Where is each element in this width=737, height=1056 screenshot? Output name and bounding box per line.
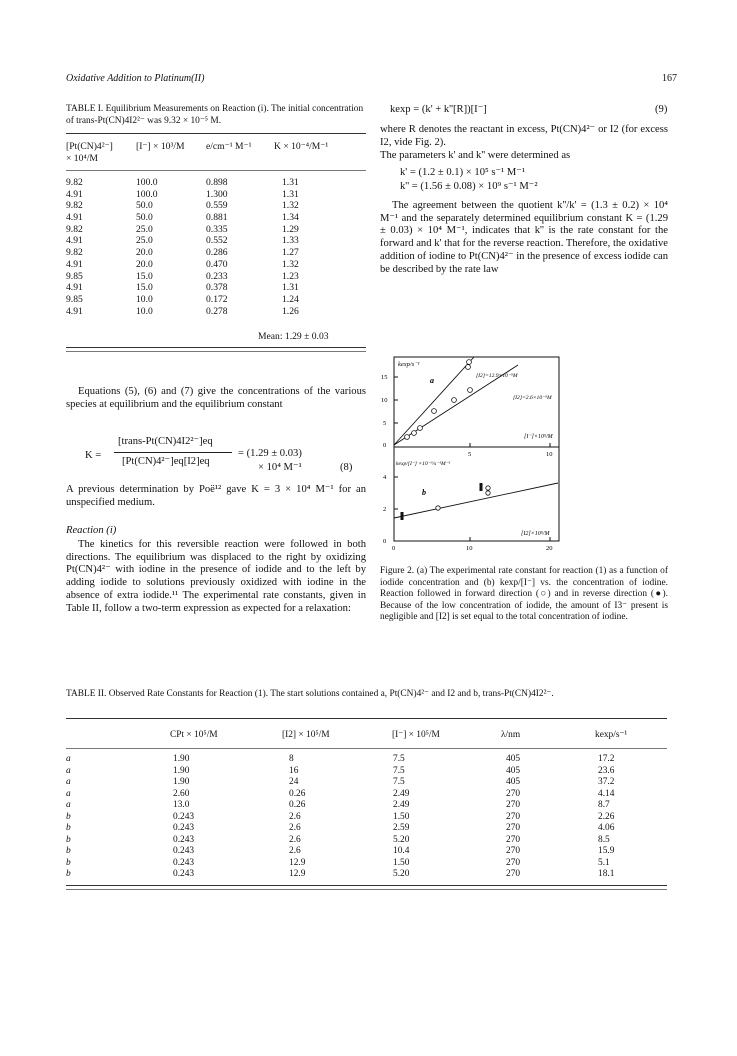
table2-solution-label: b: [66, 834, 71, 845]
panel-b-ytick-label: 2: [383, 506, 387, 513]
table1-header-1b: × 10⁴/M: [66, 152, 98, 164]
table1-row: [66, 212, 366, 224]
table1-cell: 1.29: [282, 223, 299, 235]
eq8-value: = (1.29 ± 0.03): [238, 448, 302, 459]
data-point-open: [418, 426, 423, 431]
table2-cell: 2.6: [289, 834, 301, 845]
table2-cell: 2.60: [173, 788, 190, 799]
table2-solution-label: b: [66, 846, 71, 856]
table2-bottom-rule-2: [66, 889, 667, 890]
table1-bottom-rule: [66, 347, 366, 348]
data-point-open: [452, 398, 457, 403]
table1-cell: 4.91: [66, 212, 83, 224]
table2-row: [66, 869, 667, 881]
table2-row: [66, 823, 667, 835]
page-number: 167: [662, 73, 677, 84]
table2-cell: 2.6: [289, 823, 301, 833]
table2-cell: 10.4: [393, 846, 410, 856]
table2-cell: 24: [289, 777, 299, 787]
table1-cell: 0.552: [206, 235, 228, 247]
table2-row: [66, 812, 667, 824]
table2-cell: 5.20: [393, 834, 410, 845]
table1-cell: 9.82: [66, 223, 83, 235]
panel-a-ytick-label: 0: [383, 442, 387, 449]
table1-row: [66, 259, 366, 271]
table1-row: [66, 189, 366, 201]
table2-cell: 2.26: [598, 811, 615, 822]
panel-b-xtick-label: 10: [466, 545, 473, 552]
table1-row: [66, 294, 366, 306]
panel-a-xtick-label: 10: [546, 451, 553, 458]
table1-cell: 0.470: [206, 258, 228, 270]
running-title: Oxidative Addition to Platinum(II): [66, 73, 205, 84]
line-b-fit: [394, 483, 558, 518]
eq8-numerator: [trans-Pt(CN)4I2²⁻]eq: [118, 436, 213, 447]
table2-cell: 0.243: [173, 846, 195, 856]
table2-cell: 1.90: [173, 777, 190, 787]
table1-cell: 1.300: [206, 188, 228, 200]
table2-cell: 13.0: [173, 800, 190, 810]
table2-header-kexp: kexp/s⁻¹: [595, 730, 628, 740]
eq-k-double-prime: k'' = (1.56 ± 0.08) × 10⁹ s⁻¹ M⁻²: [400, 181, 538, 192]
paragraph-previous: A previous determination by Poë¹² gave K = 3 × 10⁴ M⁻¹ for an unspecified medium.: [66, 484, 366, 508]
table2-cell: 0.243: [173, 811, 195, 822]
eq9-number: (9): [655, 104, 668, 115]
table2-cell: 270: [506, 834, 521, 845]
table1-cell: 1.31: [282, 177, 299, 188]
table2-header: [66, 730, 667, 742]
eq8-number: (8): [340, 462, 353, 473]
table2-cell: 4.14: [598, 788, 615, 799]
table1-header-row: [66, 141, 366, 153]
panel-a-ytick-label: 15: [381, 374, 388, 381]
table1-cell: 1.26: [282, 305, 299, 317]
table1-row: [66, 247, 366, 259]
table2-cell: 270: [506, 846, 521, 856]
data-point-open: [466, 365, 471, 370]
table1-cell: 9.82: [66, 177, 83, 188]
table2-cell: 0.243: [173, 834, 195, 845]
table1-cell: 0.286: [206, 247, 228, 259]
table1-cell: 1.34: [282, 212, 299, 224]
table2-cell: 0.26: [289, 788, 306, 799]
label-i2-2-6: [I2]=2.6×10⁻⁵M: [513, 395, 552, 401]
table2-row: [66, 754, 667, 766]
panel-b-xtick-label: 20: [546, 545, 553, 552]
table2-cell: 2.6: [289, 811, 301, 822]
table1-cell: 0.881: [206, 212, 228, 224]
table1-cell: 15.0: [136, 282, 153, 294]
table2-cell: 2.49: [393, 788, 410, 799]
eq8-denominator: [Pt(CN)4²⁻]eq[I2]eq: [122, 456, 210, 467]
eq9: kexp = (k' + k''[R])[I⁻]: [390, 104, 487, 115]
table2-cell: 1.50: [393, 857, 410, 868]
table2-cell: 15.9: [598, 846, 615, 856]
table2-solution-label: b: [66, 823, 71, 833]
panel-b-ylabel: kexp/[I⁻] ×10⁻⁵/s⁻¹M⁻¹: [396, 461, 451, 467]
table1-cell: 10.0: [136, 305, 153, 317]
table1-cell: 1.33: [282, 235, 299, 247]
table2-cell: 12.9: [289, 857, 306, 868]
table1-cell: 25.0: [136, 235, 153, 247]
table2-solution-label: b: [66, 857, 71, 868]
panel-a-xlabel: [I⁻]×10⁵/M: [524, 434, 553, 440]
table2-row: [66, 858, 667, 870]
panel-a-xtick-label: 5: [468, 451, 472, 458]
table2-header-cpt: CPt × 10⁵/M: [170, 730, 218, 740]
table1-cell: 4.91: [66, 258, 83, 270]
table1-header-1a: [Pt(CN)4²⁻]: [66, 141, 113, 152]
table1-header-rule: [66, 170, 366, 171]
table1-bottom-rule-2: [66, 351, 366, 352]
table2-cell: 2.6: [289, 846, 301, 856]
table1-cell: 4.91: [66, 282, 83, 294]
table1-cell: 1.31: [282, 188, 299, 200]
table1-row: [66, 177, 366, 189]
table2-cell: 405: [506, 765, 521, 776]
table1-header-row2: [66, 153, 366, 165]
table1-cell: 1.32: [282, 200, 299, 212]
panel-b-letter: b: [422, 488, 426, 497]
table1-header-4: K × 10⁻⁴/M⁻¹: [274, 141, 329, 152]
table2-cell: 8: [289, 754, 294, 764]
table1-cell: 15.0: [136, 270, 153, 282]
table2-row: [66, 789, 667, 801]
data-point-open: [467, 360, 472, 365]
table2-cell: 23.6: [598, 765, 615, 776]
table1-cell: 4.91: [66, 235, 83, 247]
data-point-open: [432, 409, 437, 414]
table1: [66, 141, 366, 164]
table2-row: [66, 835, 667, 847]
table1-row: [66, 224, 366, 236]
table2-cell: 405: [506, 754, 521, 764]
table2-header-rule: [66, 748, 667, 749]
table2-cell: 2.59: [393, 823, 410, 833]
table2-cell: 2.49: [393, 800, 410, 810]
panel-b-ytick-label: 4: [383, 474, 387, 481]
data-point-filled: [480, 483, 483, 491]
table1-cell: 100.0: [136, 188, 158, 200]
table2-cell: 4.06: [598, 823, 615, 833]
table2-header-iodide: [I⁻] × 10⁵/M: [392, 730, 440, 740]
table2-cell: 5.20: [393, 869, 410, 879]
table1-cell: 1.24: [282, 293, 299, 305]
table1-cell: 4.91: [66, 305, 83, 317]
table2-cell: 270: [506, 857, 521, 868]
table2-cell: 270: [506, 788, 521, 799]
table2-cell: 37.2: [598, 777, 615, 787]
paragraph-equations: Equations (5), (6) and (7) give the concentrations of the various species at equilibrium and the equilibrium constant: [66, 386, 366, 410]
table2-solution-label: a: [66, 800, 71, 810]
table1-header-3: e/cm⁻¹ M⁻¹: [206, 141, 252, 152]
table2-row: [66, 766, 667, 778]
table2-cell: 7.5: [393, 777, 405, 787]
figure-2: [380, 355, 570, 560]
table2-cell: 1.90: [173, 754, 190, 764]
panel-a-ytick-label: 5: [383, 420, 387, 427]
table2-cell: 7.5: [393, 765, 405, 776]
table2-cell: 17.2: [598, 754, 615, 764]
table2-cell: 0.243: [173, 823, 195, 833]
table1-body: [66, 177, 366, 317]
paragraph-agreement: The agreement between the quotient k''/k' = (1.3 ± 0.2) × 10⁴ M⁻¹ and the separately determined equilibrium constant K = (1.29 ± 0.03) × 10⁴ M⁻¹, indicates that k'' is the rate constant for the forward and k' that for the reverse reaction. Therefore, the oxidative addition of iodine to Pt(CN)4²⁻ in the presence of excess iodide can be described by the rate law: [380, 200, 668, 275]
table1-cell: 9.85: [66, 293, 83, 305]
table1-row: [66, 200, 366, 212]
table2-cell: 0.243: [173, 869, 195, 879]
table1-cell: 1.32: [282, 258, 299, 270]
table1-cell: 50.0: [136, 200, 153, 212]
table2-solution-label: a: [66, 765, 71, 776]
table1-cell: 0.559: [206, 200, 228, 212]
table1-cell: 1.31: [282, 282, 299, 294]
table1-cell: 0.278: [206, 305, 228, 317]
eq8-fraction-bar: [114, 452, 232, 453]
table2-solution-label: a: [66, 788, 71, 799]
panel-a-letter: a: [430, 376, 434, 385]
table1-cell: 50.0: [136, 212, 153, 224]
table1-cell: 20.0: [136, 258, 153, 270]
table2-cell: 270: [506, 823, 521, 833]
panel-a-ylabel: kexp/s⁻¹: [398, 361, 420, 368]
panel-a-points: [405, 360, 473, 440]
table1-mean: Mean: 1.29 ± 0.03: [258, 331, 329, 342]
table2-cell: 0.26: [289, 800, 306, 810]
panel-a-ytick-label: 10: [381, 397, 388, 404]
data-point-open: [486, 491, 490, 495]
figure-2-caption: Figure 2. (a) The experimental rate constant for reaction (1) as a function of iodide concentration and (b) kexp/[I⁻] vs. the concentration of iodine. Reaction followed in forward direction (○) and in reverse direction (●). Because of the low concentration of iodide, the amount of I3⁻ present is negligible and [I2] is set equal to the total concentration of iodine.: [380, 566, 668, 622]
table2-bottom-rule: [66, 885, 667, 886]
table1-cell: 9.82: [66, 200, 83, 212]
table1-cell: 0.378: [206, 282, 228, 294]
table2-body: [66, 754, 667, 881]
table2-top-rule: [66, 718, 667, 719]
table1-cell: 1.27: [282, 247, 299, 259]
table1-row: [66, 306, 366, 318]
table1-cell: 0.335: [206, 223, 228, 235]
data-point-open: [468, 388, 473, 393]
table2-header-i2: [I2] × 10⁵/M: [282, 730, 330, 740]
data-point-filled: [401, 512, 404, 520]
eq-k-prime: k' = (1.2 ± 0.1) × 10⁵ s⁻¹ M⁻¹: [400, 167, 526, 178]
table1-cell: 20.0: [136, 247, 153, 259]
panel-b-xlabel: [I2]×10⁵/M: [521, 531, 550, 537]
label-i2-12-9: [I2]=12.9×10⁻⁵M: [476, 373, 518, 379]
table2-cell: 7.5: [393, 754, 405, 764]
panel-b-xtick-label: 0: [392, 545, 396, 552]
paragraph-parameters: The parameters k' and k'' were determined as: [380, 150, 571, 161]
eq8-k: K =: [85, 450, 102, 461]
eq8-value-unit: × 10⁴ M⁻¹: [258, 462, 302, 473]
table1-cell: 9.85: [66, 270, 83, 282]
data-point-open: [436, 506, 440, 510]
table1-row: [66, 235, 366, 247]
table2-cell: 1.50: [393, 811, 410, 822]
paragraph-where-r: where R denotes the reactant in excess, Pt(CN)4²⁻ or I2 (for excess I2, vide Fig. 2).: [380, 124, 668, 148]
table2-solution-label: b: [66, 869, 71, 879]
table1-cell: 1.23: [282, 270, 299, 282]
table2-cell: 405: [506, 777, 521, 787]
table1-header-2: [I⁻] × 10³/M: [136, 141, 185, 152]
table1-cell: 0.172: [206, 293, 228, 305]
table2-cell: 5.1: [598, 857, 610, 868]
table2-row: [66, 800, 667, 812]
table1-cell: 9.82: [66, 247, 83, 259]
table1-top-rule: [66, 133, 366, 134]
table1-cell: 4.91: [66, 188, 83, 200]
table2-cell: 1.90: [173, 765, 190, 776]
table2-solution-label: b: [66, 811, 71, 822]
table2-cell: 270: [506, 869, 521, 879]
table2-caption: TABLE II. Observed Rate Constants for Reaction (1). The start solutions contained a, Pt(CN)4²⁻ and I2 and b, trans-Pt(CN)4I2²⁻.: [66, 689, 554, 699]
table1-cell: 0.898: [206, 177, 228, 188]
data-point-open: [486, 486, 490, 490]
table2-cell: 12.9: [289, 869, 306, 879]
paragraph-kinetics: The kinetics for this reversible reaction were followed in both directions. The equilibrium was displaced to the right by oxidizing Pt(CN)4²⁻ with iodine in the presence of iodide and to the left by adding iodide to solutions previously oxidized with iodine in the absence of extra iodide.¹¹ The experimental rate constants, given in Table II, follow a two-term expression as expected for a relaxation:: [66, 539, 366, 614]
table1-row: [66, 271, 366, 283]
table2-header-lambda: λ/nm: [501, 730, 521, 740]
subhead-reaction-i: Reaction (i): [66, 525, 117, 536]
table1-cell: 100.0: [136, 177, 158, 188]
table2-row: [66, 846, 667, 858]
table2-cell: 8.5: [598, 834, 610, 845]
table2-row: [66, 777, 667, 789]
table2-cell: 270: [506, 811, 521, 822]
table1-caption: TABLE I. Equilibrium Measurements on Reaction (i). The initial concentration of trans-Pt(CN)4I2²⁻ was 9.32 × 10⁻⁵ M.: [66, 104, 364, 126]
data-point-open: [412, 431, 417, 436]
table2-cell: 16: [289, 765, 299, 776]
data-point-open: [405, 435, 410, 440]
table2-header-row: [66, 730, 667, 742]
table2-cell: 18.1: [598, 869, 615, 879]
table1-cell: 0.233: [206, 270, 228, 282]
table2-solution-label: a: [66, 777, 71, 787]
table1-row: [66, 282, 366, 294]
table2-solution-label: a: [66, 754, 71, 764]
table1-cell: 10.0: [136, 293, 153, 305]
table2-cell: 0.243: [173, 857, 195, 868]
table2-cell: 270: [506, 800, 521, 810]
table1-cell: 25.0: [136, 223, 153, 235]
table2-cell: 8.7: [598, 800, 610, 810]
panel-b-ytick-label: 0: [383, 538, 387, 545]
